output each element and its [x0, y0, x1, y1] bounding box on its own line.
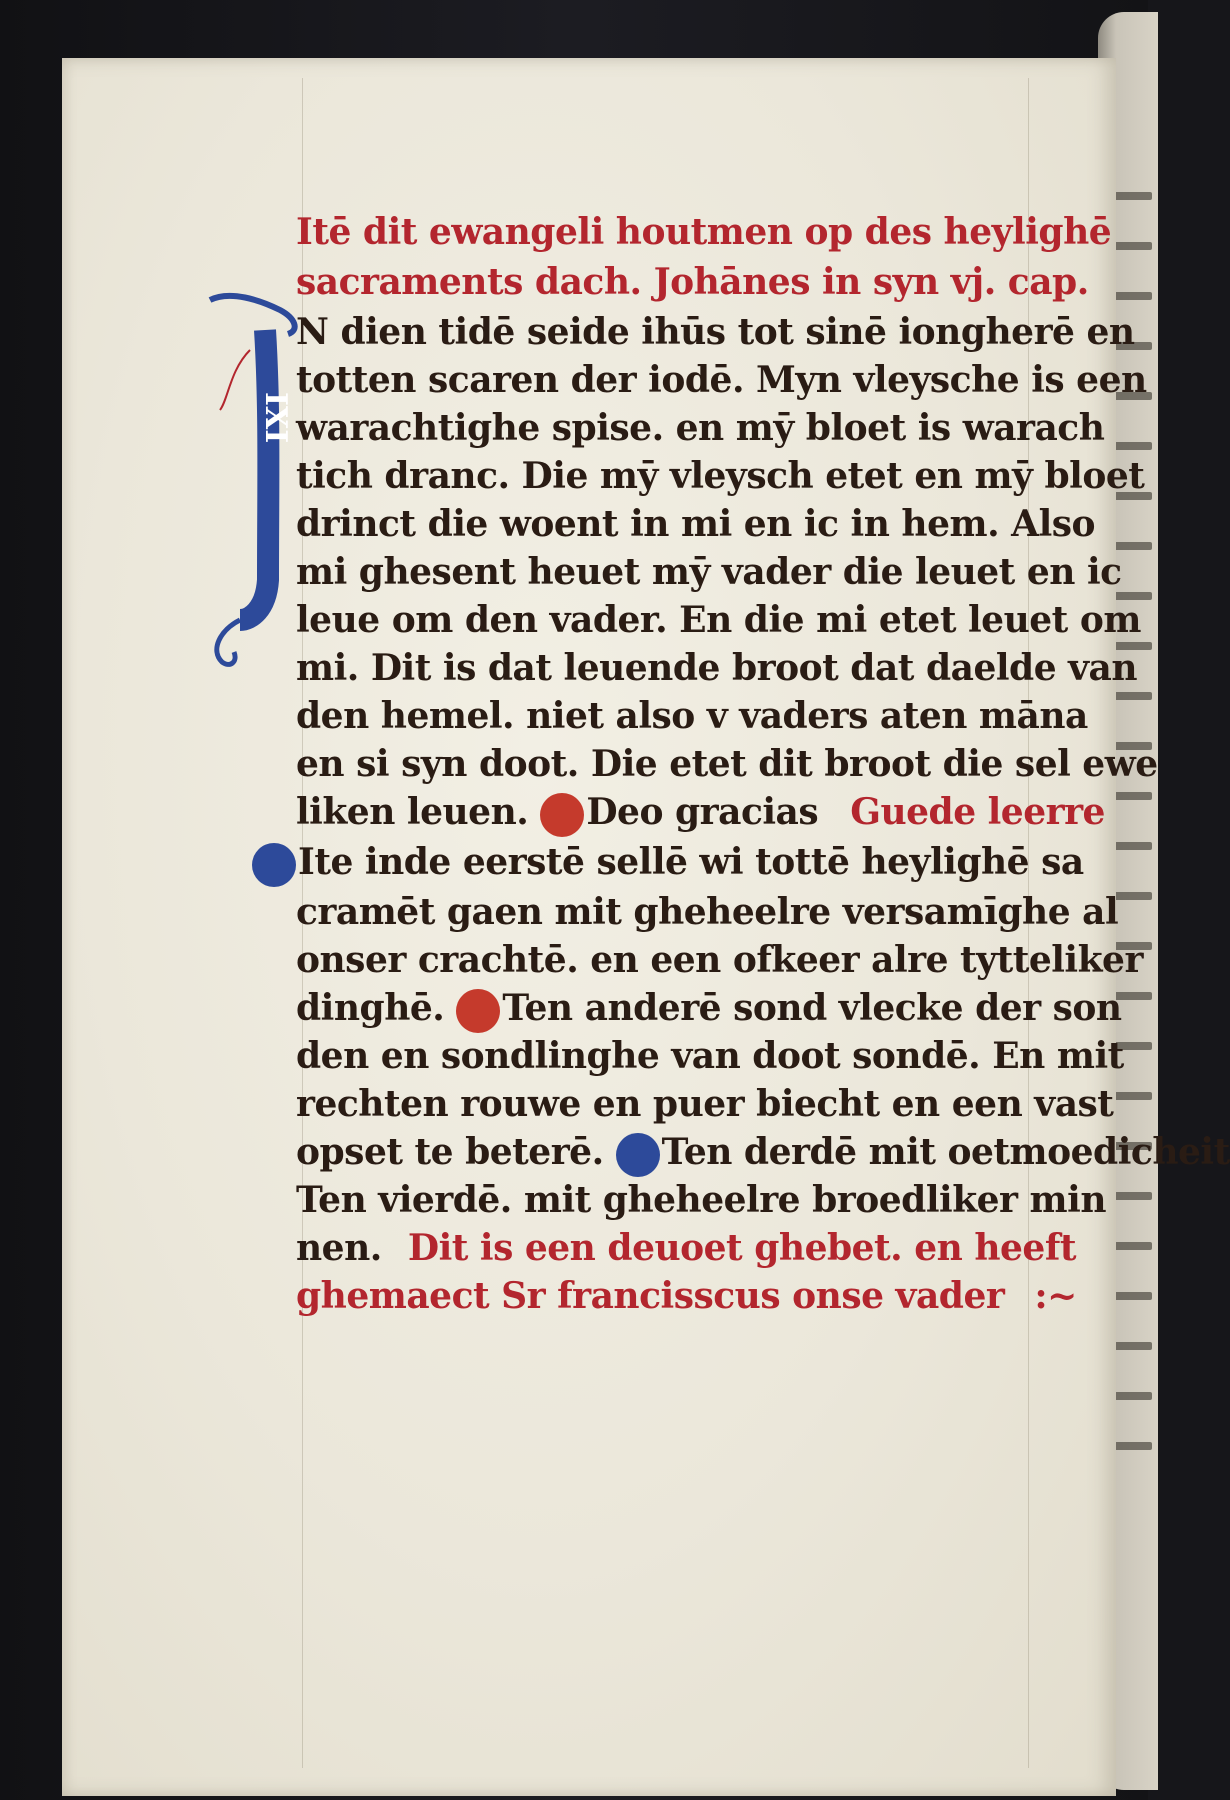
body-line: mi ghesent heuet mȳ vader die leuet en ic: [296, 551, 1122, 593]
prayer-line-text: Ten derdē mit oetmoedicheit: [661, 1131, 1230, 1173]
prayer-line: [252, 838, 1084, 887]
red-initial-d: [540, 793, 584, 837]
prayer-line-text: Ten anderē sond vlecke der son: [502, 987, 1122, 1029]
prayer-line: [296, 1224, 1076, 1272]
body-line: N dien tidē seide ihūs tot sinē iongherē en: [296, 311, 1135, 353]
body-line-with-rubric: [296, 788, 1105, 837]
deo-gracias-text: Deo gracias: [586, 791, 819, 833]
body-line: en si syn doot. Die etet dit broot die sel ewe: [296, 743, 1158, 785]
body-line: leue om den vader. En die mi etet leuet om: [296, 599, 1141, 641]
prayer-line: den en sondlinghe van doot sondē. En mit: [296, 1035, 1124, 1077]
body-line: warachtighe spise. en mȳ bloet is warach: [296, 407, 1105, 449]
chapter-number: IXI: [258, 392, 293, 444]
red-initial-t: [456, 989, 500, 1033]
body-line: liken leuen.: [296, 791, 529, 833]
closing-red-line: Dit is een deuoet ghebet. en heeft: [407, 1227, 1076, 1269]
blue-initial-i: [252, 843, 296, 887]
prayer-line: rechten rouwe en puer biecht en een vast: [296, 1083, 1114, 1125]
body-line: totten scaren der iodē. Myn vleysche is een: [296, 359, 1147, 401]
rubric-line: Itē dit ewangeli houtmen op des heylighē: [296, 211, 1112, 253]
closing-red-line: [296, 1272, 1077, 1320]
prayer-line-text: opset te beterē.: [296, 1131, 604, 1173]
blue-initial-t: [616, 1133, 660, 1177]
guede-leerre-rubric: Guede leerre: [850, 791, 1105, 833]
body-line: den hemel. niet also v vaders aten māna: [296, 695, 1088, 737]
closing-mark: :~: [1034, 1275, 1077, 1317]
prayer-line: Ten vierdē. mit gheheelre broedliker min: [296, 1179, 1106, 1221]
closing-red-text: ghemaect Sr francisscus onse vader: [296, 1275, 1005, 1317]
prayer-line-text: Ite inde eerstē sellē wi tottē heylighē sa: [298, 841, 1084, 883]
prayer-line-text: nen.: [296, 1227, 382, 1269]
prayer-line: [296, 984, 1122, 1033]
body-line: tich dranc. Die mȳ vleysch etet en mȳ bloet: [296, 455, 1145, 497]
prayer-line-text: dinghē.: [296, 987, 445, 1029]
prayer-line: cramēt gaen mit gheheelre versamīghe al: [296, 891, 1119, 933]
prayer-line: [296, 1128, 1230, 1177]
decorated-initial-i: [200, 290, 310, 670]
prayer-line: onser crachtē. en een ofkeer alre tytteliker: [296, 939, 1143, 981]
body-line: mi. Dit is dat leuende broot dat daelde van: [296, 647, 1138, 689]
rubric-line: sacraments dach. Johānes in syn vj. cap.: [296, 261, 1089, 303]
body-line: drinct die woent in mi en ic in hem. Also: [296, 503, 1096, 545]
